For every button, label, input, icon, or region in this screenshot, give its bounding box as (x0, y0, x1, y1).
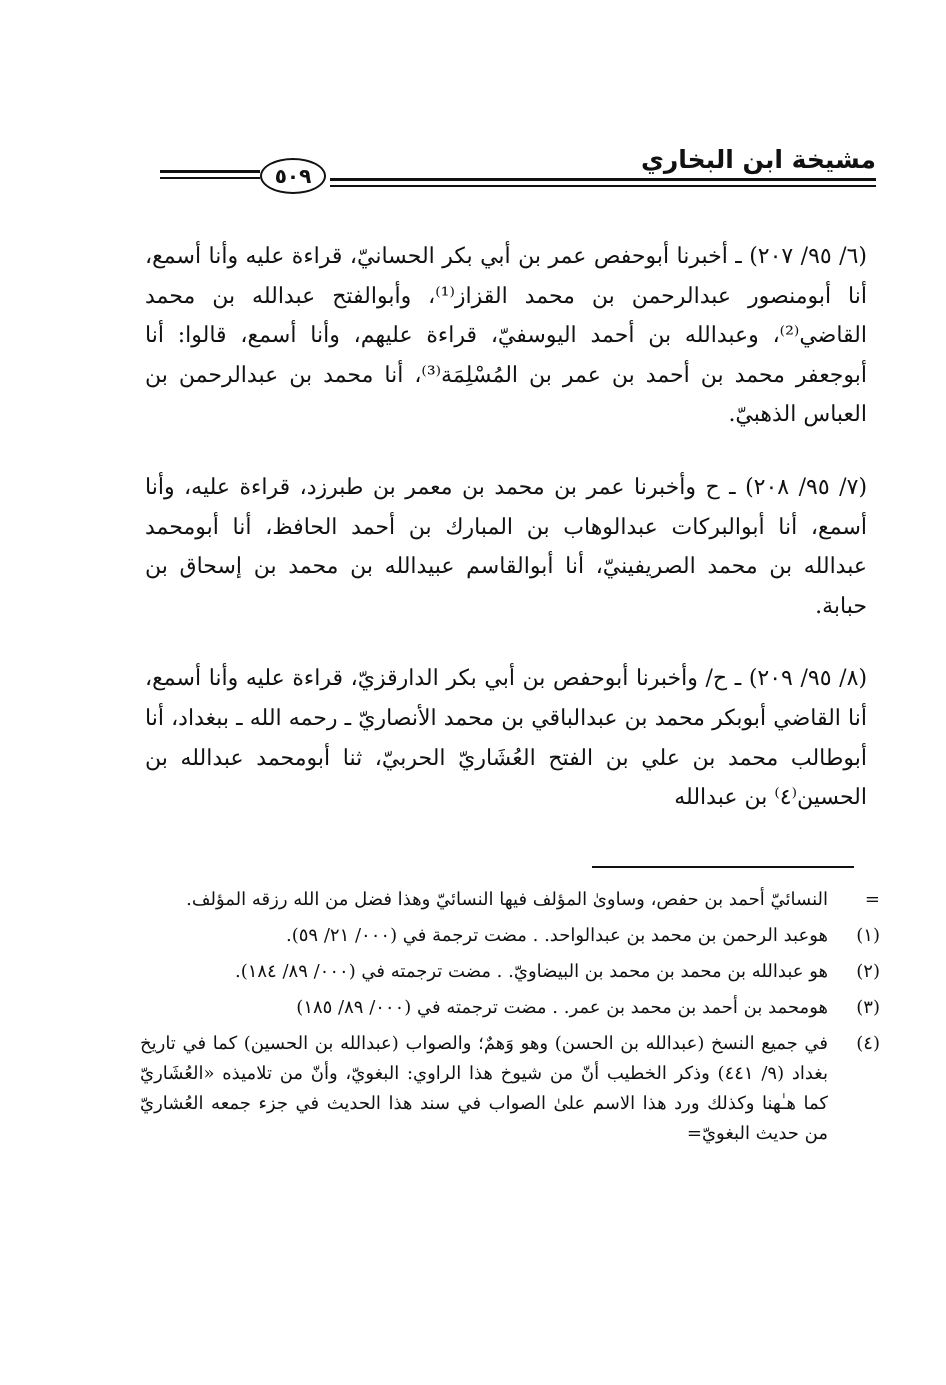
footnote-text: هو عبدالله بن محمد بن محمد بن البيضاويّ. . مضت ترجمته في (٠٠٠/ ٨٩/ ١٨٤). (234, 961, 828, 982)
main-text (145, 237, 867, 851)
paragraph: (٧/ ٩٥/ ٢٠٨) ـ ح وأخبرنا عمر بن محمد بن معمر بن طبرزد، قراءة عليه، وأنا أسمع، أنا أبوالبركات عبدالوهاب بن المبارك بن أحمد الحافظ، أنا أبومحمد عبدالله بن محمد الصريفينيّ، أنا أبوالقاسم عبيدالله بن محمد بن إسحاق بن حبابة. (145, 474, 868, 619)
paragraph: (٨/ ٩٥/ ٢٠٩) ـ ح/ وأخبرنا أبوحفص بن أبي بكر الدارقزيّ، قراءة عليه وأنا أسمع، أنا القاضي أبوبكر محمد بن عبدالباقي بن محمد الأنصاريّ ـ رحمه الله ـ ببغداد، أنا أبوطالب محمد بن علي بن الفتح العُشَاريّ الحربيّ، ثنا أبومحمد عبدالله بن الحسين⁽٤⁾ بن عبدالله (145, 666, 868, 811)
footnote-mark: (٣) (856, 997, 880, 1018)
footnote-separator (592, 866, 854, 868)
footnote-mark: (١) (856, 925, 880, 946)
header-rule-right (330, 178, 876, 181)
page-header (150, 145, 876, 195)
paragraph: (٦/ ٩٥/ ٢٠٧) ـ أخبرنا أبوحفص عمر بن أبي بكر الحسانيّ، قراءة عليه وأنا أسمع، أنا أبومنصور عبدالرحمن بن محمد القزاز⁽¹⁾، وأبوالفتح عبدالله بن محمد القاضي⁽²⁾، وعبدالله بن أحمد اليوسفيّ، قراءة عليهم، وأنا أسمع، قالوا: أنا أبوجعفر محمد بن أحمد بن عمر بن المُسْلِمَة⁽³⁾، أنا محمد بن عبدالرحمن بن العباس الذهبيّ. (145, 244, 868, 428)
header-rule-left (160, 170, 260, 173)
footnote (140, 1029, 880, 1149)
footnote-text: هومحمد بن أحمد بن محمد بن عمر. . مضت ترجمته في (٠٠٠/ ٨٩/ ١٨٥) (296, 997, 828, 1018)
running-title: مشيخة ابن البخاري (640, 145, 876, 174)
footnote (140, 993, 880, 1023)
footnote-text: النسائيّ أحمد بن حفص، وساوىٰ المؤلف فيها النسائيّ وهذا فضل من الله رزقه المؤلف. (186, 889, 828, 910)
footnote-text: هوعبد الرحمن بن محمد بن عبدالواحد. . مضت ترجمة في (٠٠٠/ ٢١/ ٥٩). (286, 925, 828, 946)
footnote-text: في جميع النسخ (عبدالله بن الحسن) وهو وَهمٌ؛ والصواب (عبدالله بن الحسين) كما في تاريخ بغداد (٩/ ٤٤١) وذكر الخطيب أنّ من شيوخ هذا الراوي: البغويّ، وأنّ من تلاميذه «العُشَاريّ كما هـٰهنا وكذلك ورد هذا الاسم علىٰ الصواب في سند هذا الحديث في جزء جمعه العُشاريّ من حديث البغويّ= (140, 1033, 828, 1144)
footnote (140, 921, 880, 951)
header-rule-left-thin (160, 177, 260, 179)
page-number: ٥٠٩ (260, 158, 326, 194)
footnotes (140, 885, 880, 1155)
header-rule-right-thin (330, 185, 876, 187)
footnote-mark: (٤) (856, 1033, 880, 1054)
footnote (140, 885, 880, 915)
footnote-mark: (٢) (856, 961, 880, 982)
footnote (140, 957, 880, 987)
footnote-mark: = (864, 889, 880, 910)
